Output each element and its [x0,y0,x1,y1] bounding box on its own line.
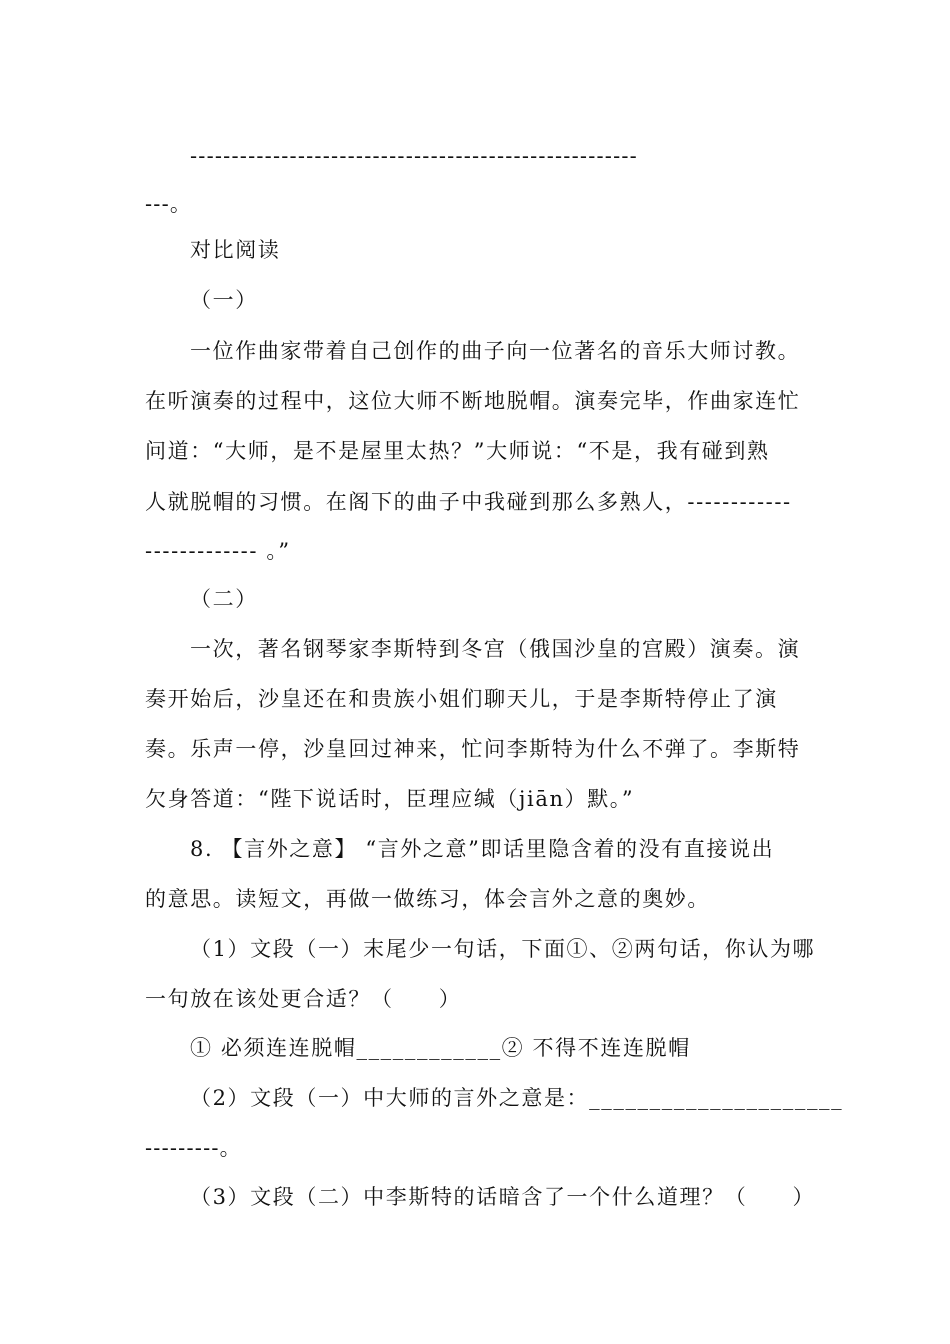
passage-two-line: 奏。乐声一停，沙皇回过神来，忙问李斯特为什么不弹了。李斯特 [145,737,801,761]
passage-one-line: 问道：“大师，是不是屋里太热？”大师说：“不是，我有碰到熟 [145,439,770,463]
passage-two-line: 欠身答道：“陛下说话时，臣理应缄（jiān）默。” [145,787,635,811]
question-8-1-options: ① 必须连连脱帽____________② 不得不连连脱帽 [190,1036,691,1060]
question-8-title: 8. 【言外之意】 “言外之意”即话里隐含着的没有直接说出 [190,837,775,861]
passage-one-line: 在听演奏的过程中，这位大师不断地脱帽。演奏完毕，作曲家连忙 [145,389,801,413]
question-8-text: 的意思。读短文，再做一做练习，体会言外之意的奥妙。 [145,887,710,911]
section-title: 对比阅读 [190,238,281,262]
passage-two-line: 奏开始后，沙皇还在和贵族小姐们聊天儿，于是李斯特停止了演 [145,687,778,711]
passage-one-line: ------------- 。” [145,539,291,563]
passage-two-line: 一次，著名钢琴家李斯特到冬宫（俄国沙皇的宫殿）演奏。演 [190,637,801,661]
answer-blank-line: ------------------------------------------------------ [190,144,638,168]
passage-two-heading: （二） [190,587,258,611]
question-8-1-cont: 一句放在该处更合适？（ ） [145,987,462,1011]
passage-one-heading: （一） [190,288,258,312]
question-8-3: （3）文段（二）中李斯特的话暗含了一个什么道理？（ ） [190,1185,816,1209]
passage-one-line: 一位作曲家带着自己创作的曲子向一位著名的音乐大师讨教。 [190,339,801,363]
question-8-2: （2）文段（一）中大师的言外之意是：_____________________ [190,1086,844,1110]
question-8-1: （1）文段（一）末尾少一句话，下面①、②两句话，你认为哪 [190,937,816,961]
passage-one-line: 人就脱帽的习惯。在阁下的曲子中我碰到那么多熟人，------------ [145,490,792,514]
answer-blank-end: ---。 [145,192,193,216]
question-8-2-blank: ---------。 [145,1136,242,1160]
